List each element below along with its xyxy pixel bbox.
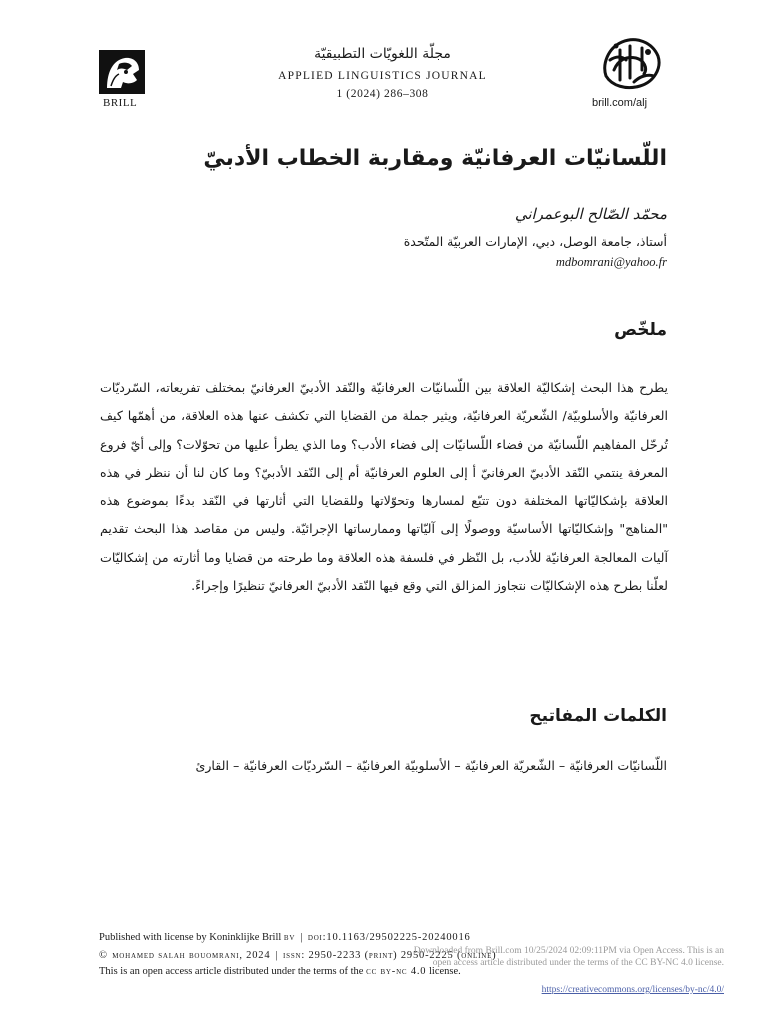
issue-pages: 1 (2024) 286–308 <box>336 88 429 100</box>
footer-publisher: Published with license by Koninklijke Brill <box>99 932 282 943</box>
journal-title-arabic: مجلّة اللغويّات التطبيقيّة <box>314 46 451 62</box>
author-affiliation: أستاذ، جامعة الوصل، دبي، الإمارات العربيّة المتّحدة <box>403 234 667 249</box>
footer-separator: | <box>300 932 303 943</box>
journal-url[interactable]: brill.com/alj <box>592 97 648 109</box>
download-watermark: Downloaded from Brill.com 10/25/2024 02:09:11PM via Open Access. This is an open access article distributed under the terms of the CC BY-NC 4.0 license. <box>413 946 724 968</box>
keywords-heading: الكلمات المفاتيح <box>529 706 667 726</box>
footer-doi[interactable]: doi:10.1163/29502225-20240016 <box>307 932 471 943</box>
footer-oa-suffix: license. <box>428 966 461 977</box>
license-link[interactable]: https://creativecommons.org/licenses/by-nc/4.0/ <box>541 985 724 995</box>
footer-author: mohamed salah bouomrani, 2024 <box>112 950 271 961</box>
abstract-heading: ملخّص <box>614 320 667 340</box>
copyright-symbol: © <box>99 950 107 961</box>
footer-issn: issn: 2950-2233 (print) 2950-2225 (online) <box>283 950 497 961</box>
footer-separator: | <box>275 950 278 961</box>
footer-license: cc by-nc 4.0 <box>366 966 427 977</box>
journal-title-english: APPLIED LINGUISTICS JOURNAL <box>278 70 487 82</box>
abstract-body: يطرح هذا البحث إشكاليّة العلاقة بين اللّسانيّات العرفانيّة والنّقد الأدبيّ العرفانيّ بمختلف تفريعاته، السّرديّات العرفانيّة والأسلوبيّة/ الشّعريّة العرفانيّة، ويثير جملة من القضايا التي تكشف عنها هذه العلاقة، من أهمّها كيف تُرحّل المفاهيم اللّسانيّة من فضاء اللّسانيّات إلى فضاء الأدب؟ وما الذي يطرأ عليها من تحوّلات؟ وإلى أيّ فروع المعرفة ينتمي النّقد الأدبيّ العرفانيّ أ إلى العلوم العرفانيّة أم إلى النّقد الأدبيّ؟ وما كان لنا أن ننظر في هذه العلاقة بإشكاليّاتها المختلفة دون تتبّع لمسارها وتحوّلاتها وللقضايا التي أثارتها في النّقد بدءًا بموضوع هذه "المناهج" وإشكاليّاتها الأساسيّة ووصولًا إلى آليّاتها وممارساتها الإجرائيّة. وليس من مقاصد هذا البحث تقديم آليات المعالجة العرفانيّة للأدب، بل النّظر في فلسفة هذه العلاقة وما طرحته من قضايا وما أثارته من إشكاليّات لعلّنا بطرح هذه الإشكاليّات نتجاوز المزالق التي وقع فيها النّقد الأدبيّ العرفانيّ تنظيرًا وإجراءً. <box>100 380 668 594</box>
footer-bv: bv <box>283 932 296 943</box>
footer-oa-prefix: This is an open access article distributed under the terms of the <box>99 966 364 977</box>
article-title: اللّسانيّات العرفانيّة ومقاربة الخطاب الأدبيّ <box>203 146 667 171</box>
journal-header <box>240 46 525 100</box>
author-name: محمّد الصّالح البوعمراني <box>514 205 667 223</box>
author-email[interactable]: mdbomrani@yahoo.fr <box>555 255 667 269</box>
brill-helmet-logo-icon <box>99 50 145 94</box>
alj-calligraphy-logo-icon <box>596 30 666 94</box>
footer-license-line <box>99 932 471 943</box>
keywords-list: اللّسانيّات العرفانيّة – الشّعريّة العرفانيّة – الأسلوبيّة العرفانيّة – السّرديّات العرفانيّة – القارئ <box>195 758 667 773</box>
publisher-label: BRILL <box>103 97 138 109</box>
